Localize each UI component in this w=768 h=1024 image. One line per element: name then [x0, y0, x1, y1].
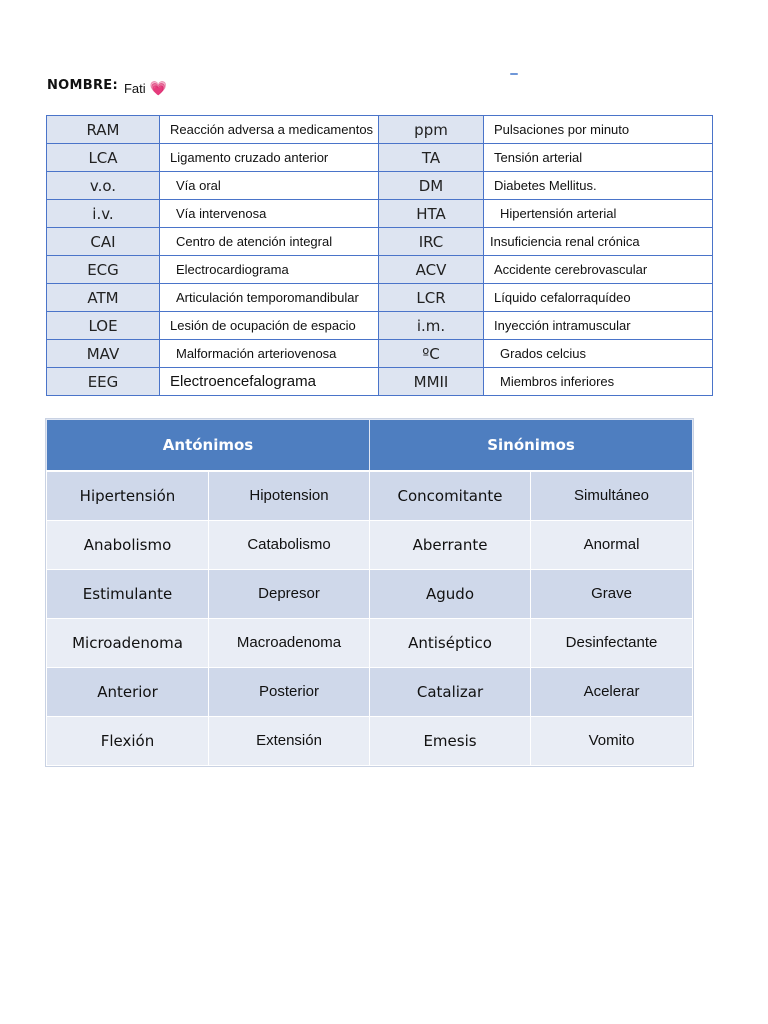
antonym-answer: Posterior	[209, 667, 370, 716]
table-row	[47, 520, 693, 569]
synonym-term: Aberrante	[370, 520, 531, 569]
abbreviation-code: ACV	[379, 256, 484, 284]
abbreviation-code: ECG	[47, 256, 160, 284]
synonym-answer: Desinfectante	[531, 618, 693, 667]
synonym-answer: Vomito	[531, 716, 693, 765]
antonym-term: Flexión	[47, 716, 209, 765]
abbreviation-row	[47, 228, 713, 256]
antonym-term: Microadenoma	[47, 618, 209, 667]
synonym-term: Catalizar	[370, 667, 531, 716]
abbreviation-meaning: Malformación arteriovenosa	[160, 340, 379, 368]
cursor-mark-top	[510, 73, 518, 75]
abbreviation-meaning: Reacción adversa a medicamentos	[160, 116, 379, 144]
abbreviation-row	[47, 256, 713, 284]
abbreviation-row	[47, 116, 713, 144]
abbreviation-code: CAI	[47, 228, 160, 256]
abbreviation-row	[47, 172, 713, 200]
table-row	[47, 569, 693, 618]
antonym-term: Anabolismo	[47, 520, 209, 569]
antonym-answer: Extensión	[209, 716, 370, 765]
abbreviation-meaning: Líquido cefalorraquídeo	[484, 284, 713, 312]
antonym-term: Estimulante	[47, 569, 209, 618]
name-value: Fati	[123, 81, 146, 96]
synonym-answer: Acelerar	[531, 667, 693, 716]
table-row	[47, 667, 693, 716]
abbreviation-meaning: Insuficiencia renal crónica	[484, 228, 713, 256]
abbreviation-meaning: Hipertensión arterial	[484, 200, 713, 228]
name-header	[47, 76, 168, 96]
abbreviation-meaning: Inyección intramuscular	[484, 312, 713, 340]
antonym-answer: Catabolismo	[209, 520, 370, 569]
abbreviation-meaning: Articulación temporomandibular	[160, 284, 379, 312]
abbreviation-meaning: Vía intervenosa	[160, 200, 379, 228]
antonyms-synonyms-table	[46, 419, 693, 766]
antonym-term: Hipertensión	[47, 471, 209, 520]
abbreviation-code: LCA	[47, 144, 160, 172]
abbreviation-row	[47, 144, 713, 172]
abbreviation-code: LCR	[379, 284, 484, 312]
abbreviation-meaning: Electroencefalograma	[160, 368, 379, 396]
synonym-answer: Simultáneo	[531, 471, 693, 520]
table-row	[47, 618, 693, 667]
table-row	[47, 716, 693, 765]
abbreviation-code: LOE	[47, 312, 160, 340]
abbreviation-row	[47, 200, 713, 228]
antonyms-header: Antónimos	[47, 420, 370, 472]
abbreviation-code: MAV	[47, 340, 160, 368]
abbreviation-code: DM	[379, 172, 484, 200]
abbreviation-code: v.o.	[47, 172, 160, 200]
abbreviation-meaning: Diabetes Mellitus.	[484, 172, 713, 200]
abbreviation-code: TA	[379, 144, 484, 172]
abbreviation-row	[47, 284, 713, 312]
abbreviation-meaning: Grados celcius	[484, 340, 713, 368]
abbreviation-meaning: Pulsaciones por minuto	[484, 116, 713, 144]
abbreviation-row	[47, 368, 713, 396]
abbreviation-meaning: Vía oral	[160, 172, 379, 200]
abbreviation-meaning: Accidente cerebrovascular	[484, 256, 713, 284]
abbreviation-meaning: Centro de atención integral	[160, 228, 379, 256]
abbreviation-row	[47, 312, 713, 340]
antonym-term: Anterior	[47, 667, 209, 716]
abbreviation-meaning: Tensión arterial	[484, 144, 713, 172]
synonym-term: Concomitante	[370, 471, 531, 520]
heart-icon: 💗	[149, 80, 168, 96]
abbreviation-code: ppm	[379, 116, 484, 144]
synonyms-header: Sinónimos	[370, 420, 693, 472]
abbreviation-code: RAM	[47, 116, 160, 144]
synonym-term: Agudo	[370, 569, 531, 618]
abbreviation-row	[47, 340, 713, 368]
table-row	[47, 471, 693, 520]
abbreviation-code: ºC	[379, 340, 484, 368]
abbreviations-table	[46, 115, 713, 396]
table-header-row	[47, 420, 693, 472]
abbreviation-meaning: Electrocardiograma	[160, 256, 379, 284]
antonym-answer: Macroadenoma	[209, 618, 370, 667]
abbreviation-code: MMII	[379, 368, 484, 396]
abbreviation-code: ATM	[47, 284, 160, 312]
synonym-answer: Anormal	[531, 520, 693, 569]
name-label: NOMBRE:	[47, 78, 118, 93]
synonym-answer: Grave	[531, 569, 693, 618]
antonym-answer: Depresor	[209, 569, 370, 618]
abbreviation-code: i.m.	[379, 312, 484, 340]
abbreviation-code: i.v.	[47, 200, 160, 228]
synonym-term: Emesis	[370, 716, 531, 765]
synonym-term: Antiséptico	[370, 618, 531, 667]
abbreviation-meaning: Ligamento cruzado anterior	[160, 144, 379, 172]
abbreviation-code: IRC	[379, 228, 484, 256]
abbreviation-code: EEG	[47, 368, 160, 396]
abbreviation-code: HTA	[379, 200, 484, 228]
antonym-answer: Hipotension	[209, 471, 370, 520]
abbreviation-meaning: Miembros inferiores	[484, 368, 713, 396]
abbreviation-meaning: Lesión de ocupación de espacio	[160, 312, 379, 340]
